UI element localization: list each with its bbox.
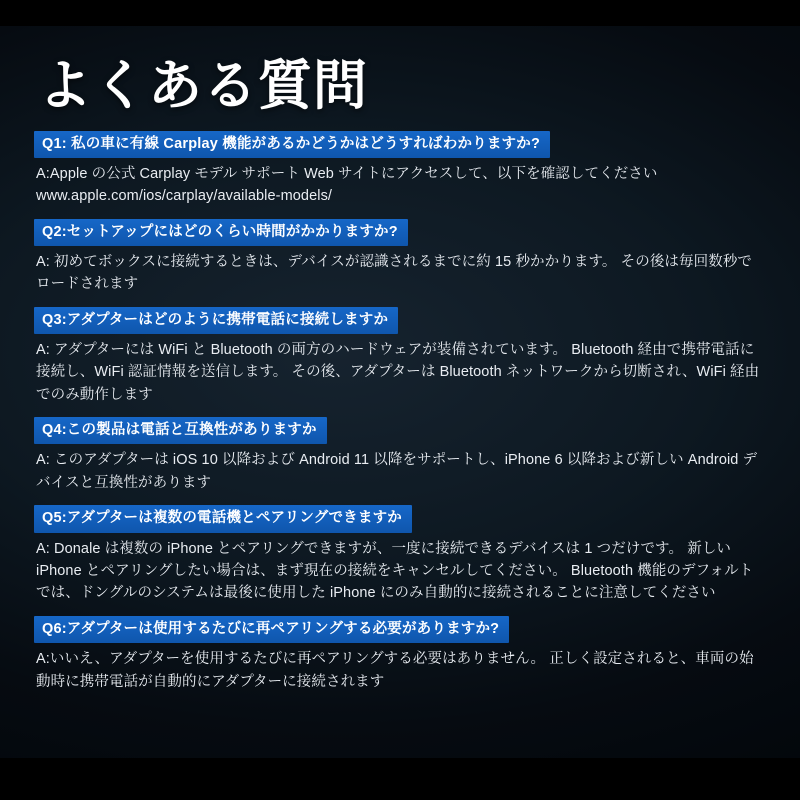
faq-answer: A: 初めてボックスに接続するときは、デバイスが認識されるまでに約 15 秒かかります。 その後は毎回数秒でロードされます [36,253,753,293]
faq-answer: A: Donale は複数の iPhone とペアリングできますが、一度に接続できるデバイスは 1 つだけです。 新しい iPhone とペアリングしたい場合は、まず現在の接続をキャンセルしてください。 Bluetooth 機能のデフォルトでは、ドングルのシステムは最後に使用した iPhone にのみ自動的に接続されることに注意してください [36,540,754,602]
faq-answer: A:Apple の公式 Carplay モデル サポート Web サイトにアクセスして、以下を確認してください www.apple.com/ios/carplay/available-models/ [36,165,658,205]
faq-item [34,505,766,605]
page-title: よくある質問 [38,56,368,116]
faq-question: Q2:セットアップにはどのくらい時間がかかりますか? [34,219,408,246]
faq-answer: A: このアダプターは iOS 10 以降および Android 11 以降をサポートし、iPhone 6 以降および新しい Android デバイスと互換性があります [36,452,758,491]
faq-list [34,131,766,693]
faq-answer: A:いいえ、アダプターを使用するたびに再ペアリングする必要はありません。 正しく設定されると、車両の始動時に携帯電話が自動的にアダプターに接続されます [36,651,754,690]
faq-question: Q3:アダプターはどのように携帯電話に接続しますか [34,307,398,334]
faq-item [34,219,766,296]
faq-question: Q6:アダプターは使用するたびに再ペアリングする必要がありますか? [34,616,509,643]
faq-item [34,616,766,693]
faq-question: Q1: 私の車に有線 Carplay 機能があるかどうかはどうすればわかりますか? [34,131,550,158]
faq-item [34,307,766,407]
faq-question: Q4:この製品は電話と互換性がありますか [34,417,327,444]
faq-item [34,131,766,208]
faq-answer: A: アダプターには WiFi と Bluetooth の両方のハードウェアが装備されています。 Bluetooth 経由で携帯電話に接続し、WiFi 認証情報を送信します。 その後、アダプターは Bluetooth ネットワークから切断され、WiFi 経由でのみ動作します [36,341,760,403]
faq-question: Q5:アダプターは複数の電話機とペアリングできますか [34,505,412,532]
faq-item [34,417,766,494]
